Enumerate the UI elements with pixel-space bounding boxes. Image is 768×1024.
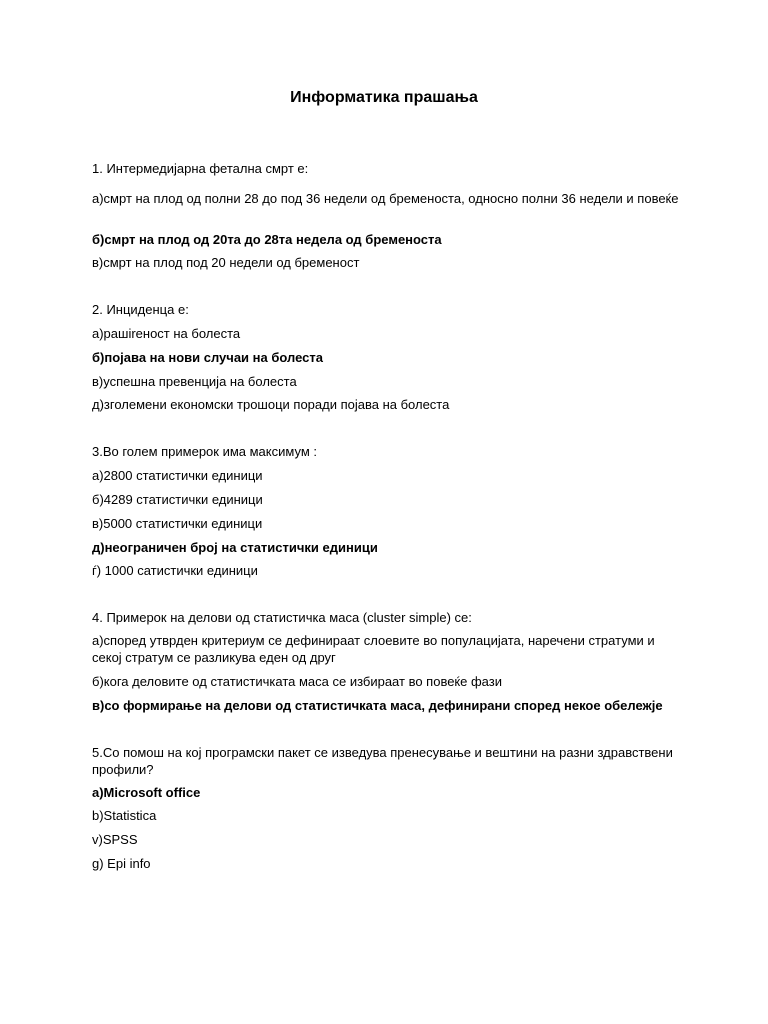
question-4: 4. Примерок на делови од статистичка маса (cluster simple) се: (92, 610, 472, 625)
question-2-option-a: а)рашireност на болеста (92, 326, 241, 341)
question-2-option-d: д)зголемени економски трошоци поради појава на болеста (92, 397, 450, 412)
document-title: Информатика прашања (290, 89, 478, 106)
question-5-option-a: a)Microsoft office (92, 785, 201, 800)
question-3-option-b: б)4289 статистички единици (92, 492, 263, 507)
question-5: 5.Со помош на кој програмски пакет се изведува пренесување и вештини на разни здравствени профили? (92, 745, 673, 777)
question-4-option-v: в)со формирање на делови од статистичката маса, дефинирани според некое обележје (92, 698, 663, 713)
question-1-option-a: а)смрт на плод од полни 28 до под 36 недели од бременоста, односно полни 36 недели и повеќе (92, 191, 679, 206)
question-5-option-v: v)SPSS (92, 832, 138, 847)
question-3-option-gj: ѓ) 1000 сатистички единици (92, 563, 258, 578)
question-2: 2. Инциденца е: (92, 302, 189, 317)
question-5-option-g: g) Epi info (92, 856, 151, 871)
question-3: 3.Во голем примерок има максимум : (92, 444, 317, 459)
question-3-option-v: в)5000 статистички единици (92, 516, 263, 531)
question-1: 1. Интермедијарна фетална смрт е: (92, 161, 309, 176)
question-2-option-v: в)успешна превенција на болеста (92, 374, 297, 389)
question-5-option-b: b)Statistica (92, 808, 157, 823)
question-1-option-b: б)смрт на плод од 20та до 28та недела од бременоста (92, 232, 442, 247)
question-1-option-v: в)смрт на плод под 20 недели од бременост (92, 255, 360, 270)
question-3-option-d: д)неограничен број на статистички единици (92, 540, 378, 555)
question-4-option-a: а)според утврден критериум се дефинираат слоевите во популацијата, наречени стратуми и секој стратум се разликува еден од друг (92, 633, 655, 665)
question-2-option-b: б)појава на нови случаи на болеста (92, 350, 323, 365)
question-4-option-b: б)кога деловите од статистичката маса се избираат во повеќе фази (92, 674, 502, 689)
question-3-option-a: а)2800 статистички единици (92, 468, 263, 483)
